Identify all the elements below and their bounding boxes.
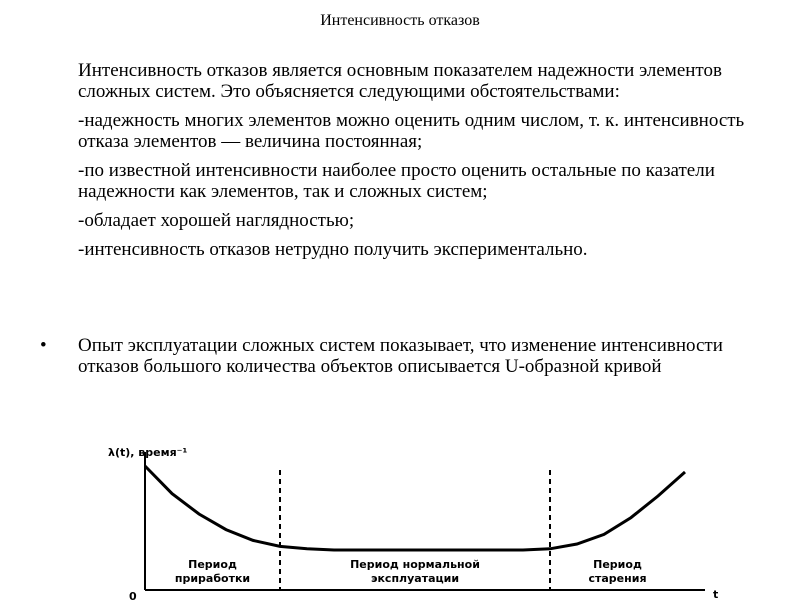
- bullet-text: Опыт эксплуатации сложных систем показывает, что изменение интенсивности отказов большого количества объектов описывается U-образной кривой: [78, 335, 723, 377]
- period-1-label-line1: Период: [188, 558, 237, 571]
- point-4: -интенсивность отказов нетрудно получить экспериментально.: [78, 239, 588, 260]
- period-1-label-line2: приработки: [174, 572, 251, 585]
- slide-title: Интенсивность отказов: [320, 12, 480, 29]
- point-2: -по известной интенсивности наиболее просто оценить остальные по казатели надежности как элементов, так и сложных систем;: [78, 160, 715, 202]
- origin-label: 0: [129, 590, 137, 600]
- period-3-label-line2: старения: [588, 572, 647, 585]
- body-text: [78, 60, 758, 268]
- period-2-label-line2: эксплуатации: [370, 572, 460, 585]
- intro-paragraph: Интенсивность отказов является основным показателем надежности элементов сложных систем. Это объясняется следующими обстоятельствами:: [78, 60, 722, 102]
- point-3: -обладает хорошей наглядностью;: [78, 210, 355, 231]
- point-1: -надежность многих элементов можно оценить одним числом, т. к. интенсивность отказа элементов — величина постоянная;: [78, 110, 745, 152]
- failure-rate-chart: [100, 440, 750, 600]
- y-axis-label: λ(t), время⁻¹: [108, 446, 188, 459]
- period-3-label-line1: Период: [593, 558, 642, 571]
- u-curve-line: [145, 466, 685, 550]
- bullet-icon: •: [40, 335, 47, 356]
- chart-svg: [100, 440, 750, 600]
- period-2-label-line1: Период нормальной: [350, 558, 480, 571]
- x-axis-label: t: [713, 588, 719, 600]
